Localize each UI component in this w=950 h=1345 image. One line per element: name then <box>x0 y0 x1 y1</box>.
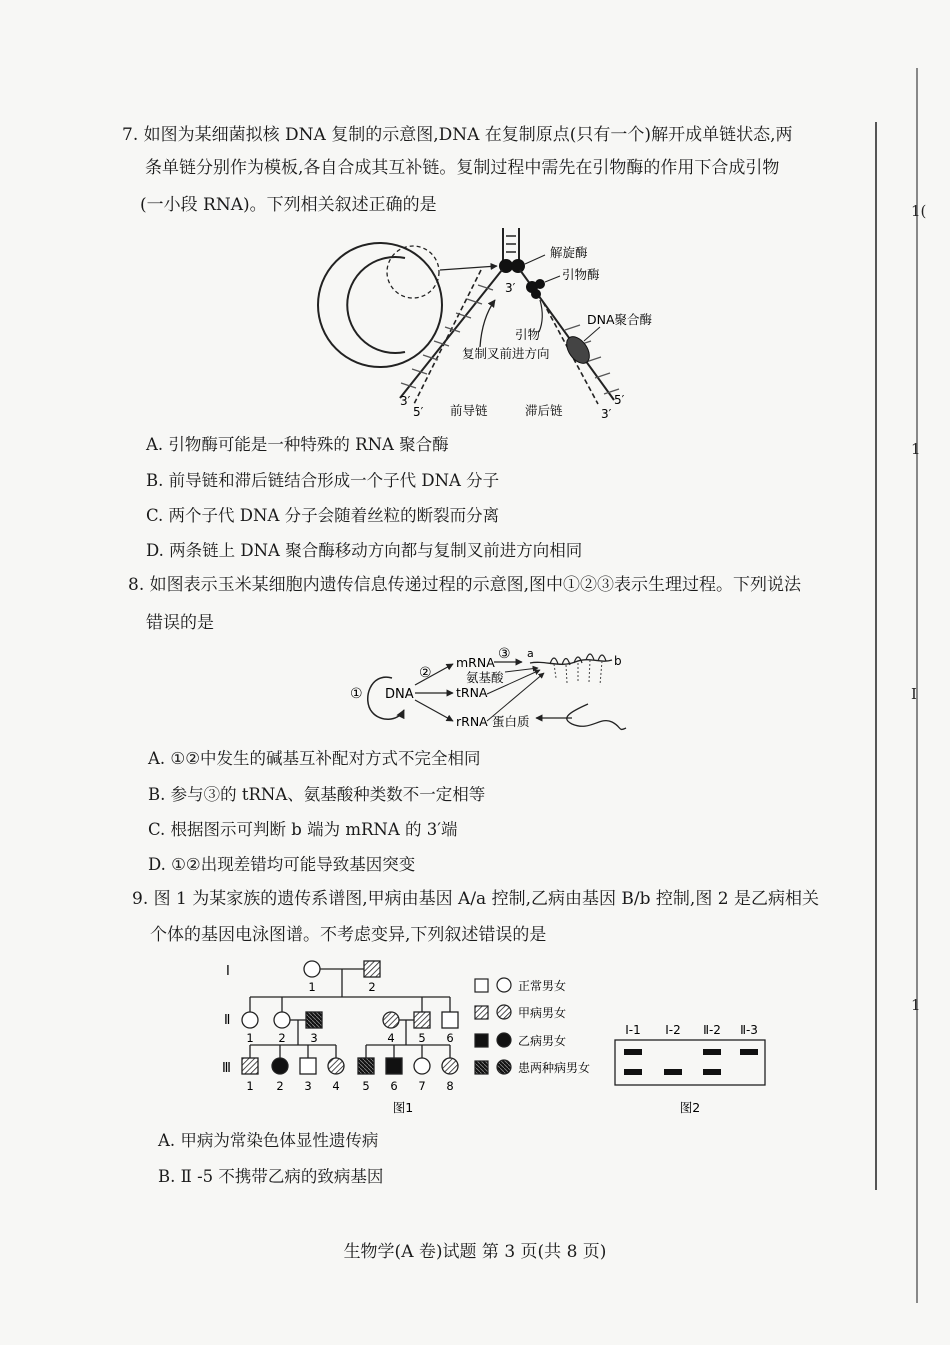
label-5prime-left: 5′ <box>413 405 424 419</box>
label-primase: 引物酶 <box>562 267 600 282</box>
num-III-1: 1 <box>246 1079 254 1093</box>
num-III-5: 5 <box>362 1079 370 1093</box>
individual-II-2 <box>274 1012 290 1028</box>
individual-III-2 <box>272 1058 288 1074</box>
fork-direction-arrow <box>480 300 495 347</box>
label-end-b: b <box>614 654 622 668</box>
figure-1-caption: 图1 <box>392 1100 414 1115</box>
legend-both-male <box>475 1061 488 1074</box>
helicase <box>499 255 545 273</box>
q9-stem-line-2: 个体的基因电泳图谱。不考虑变异,下列叙述错误的是 <box>150 925 547 945</box>
individual-I-2 <box>364 961 380 977</box>
q8-stem-line-1: 8. 如图表示玉米某细胞内遗传信息传递过程的示意图,图中①②③表示生理过程。下列说法 <box>128 575 802 595</box>
label-lagging-strand: 滞后链 <box>525 403 563 418</box>
q9-stem-line-1: 9. 图 1 为某家族的遗传系谱图,甲病由基因 A/a 控制,乙病由基因 B/b 控制,图 2 是乙病相关 <box>132 889 819 909</box>
legend-jia-female <box>497 1005 511 1019</box>
label-amino-acid: 氨基酸 <box>466 670 504 685</box>
label-process-3: ③ <box>498 646 511 662</box>
num-III-3: 3 <box>304 1079 312 1093</box>
label-leading-strand: 前导链 <box>450 403 488 418</box>
legend-yi-male <box>475 1034 488 1047</box>
q7-option-c: C. 两个子代 DNA 分子会随着丝粒的断裂而分离 <box>146 506 500 525</box>
dna-polymerase <box>562 327 600 367</box>
label-process-1: ① <box>350 686 363 702</box>
individual-III-7 <box>414 1058 430 1074</box>
protein-chain <box>567 704 626 729</box>
num-II-6: 6 <box>446 1031 454 1045</box>
label-3prime-left: 3′ <box>400 394 411 408</box>
q7-option-b: B. 前导链和滞后链结合形成一个子代 DNA 分子 <box>146 471 500 490</box>
figure-2-caption: 图2 <box>679 1100 701 1115</box>
individual-III-6 <box>386 1058 402 1074</box>
label-protein: 蛋白质 <box>492 714 530 729</box>
q7-option-d: D. 两条链上 DNA 聚合酶移动方向都与复制叉前进方向相同 <box>146 541 583 560</box>
legend-normal-female <box>497 978 511 992</box>
num-III-2: 2 <box>276 1079 284 1093</box>
legend-normal-label: 正常男女 <box>518 979 567 993</box>
q9-option-a: A. 甲病为常染色体显性遗传病 <box>158 1131 379 1150</box>
q8-option-a: A. ①②中发生的碱基互补配对方式不完全相同 <box>148 749 481 768</box>
num-II-4: 4 <box>387 1031 395 1045</box>
legend-jia-male <box>475 1006 488 1019</box>
num-I-2: 2 <box>368 980 376 994</box>
label-process-2: ② <box>419 665 432 681</box>
gel-lane-label-3: Ⅱ-2 <box>703 1023 721 1037</box>
gel-lane-label-2: Ⅰ-2 <box>665 1023 681 1037</box>
num-I-1: 1 <box>308 980 316 994</box>
num-II-1: 1 <box>246 1031 254 1045</box>
q8-option-c: C. 根据图示可判断 b 端为 mRNA 的 3′端 <box>148 820 458 839</box>
leading-arm <box>400 270 502 404</box>
q7-stem-line-1: 7. 如图为某细菌拟核 DNA 复制的示意图,DNA 在复制原点(只有一个)解开成单链状态,两 <box>122 125 793 145</box>
num-II-3: 3 <box>310 1031 318 1045</box>
num-III-8: 8 <box>446 1079 454 1093</box>
gel-lane-label-1: Ⅰ-1 <box>625 1023 641 1037</box>
num-II-5: 5 <box>418 1031 426 1045</box>
num-II-2: 2 <box>278 1031 286 1045</box>
gel-band-I1-lower <box>624 1069 642 1075</box>
gel-lane-labels <box>625 1023 758 1037</box>
page-footer: 生物学(A 卷)试题 第 3 页(共 8 页) <box>343 1242 607 1262</box>
individual-III-5 <box>358 1058 374 1074</box>
num-III-6: 6 <box>390 1079 398 1093</box>
individual-I-1 <box>304 961 320 977</box>
individual-III-4 <box>328 1058 344 1074</box>
gel-band-I2-lower <box>664 1069 682 1075</box>
gen-label-2: Ⅱ <box>224 1013 231 1028</box>
gel-band-II2-upper <box>703 1049 721 1055</box>
label-trna: tRNA <box>456 685 488 700</box>
label-3prime-top: 3′ <box>505 281 516 295</box>
legend-yi-label: 乙病男女 <box>518 1034 567 1048</box>
individual-II-4 <box>383 1012 399 1028</box>
edge-mark: 1( <box>911 202 927 220</box>
q8-option-d: D. ①②出现差错均可能导致基因突变 <box>148 855 416 874</box>
label-5prime-right: 5′ <box>614 393 625 407</box>
q7-option-a: A. 引物酶可能是一种特殊的 RNA 聚合酶 <box>146 435 449 454</box>
gel-band-II2-lower <box>703 1069 721 1075</box>
q8-option-b: B. 参与③的 tRNA、氨基酸种类数不一定相等 <box>148 785 486 804</box>
individual-III-8 <box>442 1058 458 1074</box>
electrophoresis-gel <box>610 1015 780 1120</box>
individual-II-5 <box>414 1012 430 1028</box>
individual-III-1 <box>242 1058 258 1074</box>
dna-replication-diagram <box>310 222 680 422</box>
q7-stem-line-2: 条单链分别作为模板,各自合成其互补链。复制过程中需先在引物酶的作用下合成引物 <box>145 158 780 178</box>
individual-II-1 <box>242 1012 258 1028</box>
legend-yi-female <box>497 1033 511 1047</box>
gen-label-3: Ⅲ <box>222 1061 231 1076</box>
right-margin-rule <box>875 122 877 1190</box>
legend-both-female <box>497 1060 511 1074</box>
label-3prime-right: 3′ <box>601 407 612 421</box>
pedigree-chart <box>215 950 615 1120</box>
individual-II-6 <box>442 1012 458 1028</box>
legend-jia-label: 甲病男女 <box>518 1006 567 1020</box>
parent-duplex <box>503 228 519 262</box>
legend-both-label: 患两种病男女 <box>518 1061 591 1075</box>
individual-II-3 <box>306 1012 322 1028</box>
gel-band-II3-upper <box>740 1049 758 1055</box>
q7-stem-line-3: (一小段 RNA)。下列相关叙述正确的是 <box>140 195 437 215</box>
gen-label-1: Ⅰ <box>226 964 230 979</box>
label-helicase: 解旋酶 <box>550 245 588 260</box>
edge-mark: 1 <box>911 996 921 1014</box>
gel-band-I1-upper <box>624 1049 642 1055</box>
pedigree-legend <box>475 978 590 1075</box>
label-mrna: mRNA <box>456 655 495 670</box>
q9-option-b: B. Ⅱ -5 不携带乙病的致病基因 <box>158 1167 384 1186</box>
gel-lane-label-4: Ⅱ-3 <box>740 1023 758 1037</box>
polysome <box>550 654 606 685</box>
label-fork-direction: 复制叉前进方向 <box>462 346 550 361</box>
label-dna: DNA <box>385 687 414 702</box>
legend-normal-male <box>475 979 488 992</box>
label-end-a: a <box>527 647 534 660</box>
mrna-strand <box>530 660 612 665</box>
arrow-to-rrna <box>415 700 453 721</box>
gel-frame <box>615 1040 765 1085</box>
individual-III-3 <box>300 1058 316 1074</box>
q8-stem-line-2: 错误的是 <box>146 613 214 633</box>
label-dna-polymerase: DNA聚合酶 <box>587 312 653 327</box>
label-primer: 引物 <box>515 327 541 342</box>
label-rrna: rRNA <box>456 714 488 729</box>
num-III-7: 7 <box>418 1079 426 1093</box>
edge-mark: I <box>911 685 917 703</box>
edge-mark: 1 <box>911 440 921 458</box>
arrow-amino-to-ribosome <box>505 668 538 672</box>
gene-expression-diagram <box>345 642 635 742</box>
num-III-4: 4 <box>332 1079 340 1093</box>
